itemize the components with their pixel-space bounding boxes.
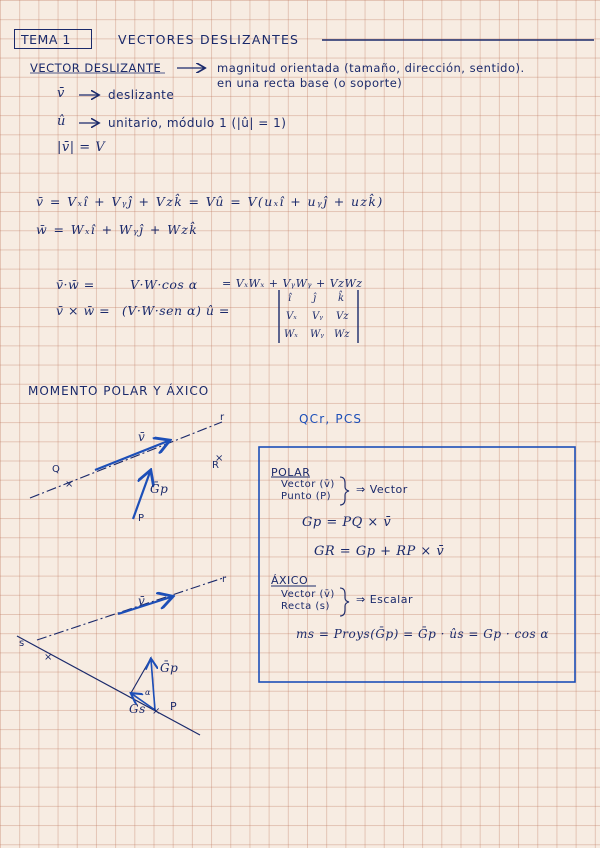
dot-product-lhs: v̄·w̄ = [56,277,95,292]
fig2-alpha-label: α [145,688,151,697]
polar-brace [340,477,349,505]
cross-product-mid: (V·W·sen α) û = [122,303,230,318]
cross-product-lhs: v̄ × w̄ = [56,303,111,318]
axico-recta: Recta (s) [281,601,330,612]
u-symbol: û [57,114,66,129]
fig1-p-label: P [138,513,145,524]
axico-equation: ms = Proys(Ḡp) = Ḡp · ûs = Gp · cos α [296,627,550,641]
fig2-line-s [17,636,200,735]
fig1-line-r [30,422,222,498]
axico-title: ÁXICO [271,574,309,587]
dot-product-mid: V·W·cos α [130,277,198,292]
fig1-q-mark: × [65,479,74,490]
det-cell: Wᵧ [310,329,325,340]
polar-punto: Punto (P) [281,491,332,502]
fig2-vector-gp [151,660,155,710]
fig1-v-label: v̄ [138,430,146,444]
fig1-r-mark: × [215,453,224,464]
definition-line-2: en una recta base (o soporte) [217,76,403,90]
definition-line-1: magnitud orientada (tamaño, dirección, sentido). [217,61,525,75]
det-cell: Vz [336,311,349,322]
det-cell: ĵ [313,293,317,304]
dot-product-rhs: = VₓWₓ + VᵧWᵧ + VzWz [222,277,363,290]
polar-vector: Vector (v̄) [281,479,335,490]
modulus-equation: |v̄| = V [57,140,106,155]
fig1-vector-gp [133,472,150,519]
term-vector-deslizante: VECTOR DESLIZANTE [30,61,162,75]
axico-vector: Vector (v̄) [281,589,335,600]
det-cell: Wₓ [284,329,298,340]
fig2-line-r [37,577,226,640]
fig1-r-label: r [220,412,225,423]
fig1-gp-label: Ḡp [150,482,169,496]
fig2-gs-label: Gs [129,702,146,716]
fig1-vector-v [95,441,168,470]
u-description: unitario, módulo 1 (|û| = 1) [108,116,287,130]
polar-equation-1: Gp = PQ × v̄ [302,515,392,530]
v-description: deslizante [108,88,175,102]
fig2-p-label: P [170,700,178,713]
fig2-r-label: r [222,574,227,585]
fig1-q-label: Q [52,464,61,475]
fig2-s-label: s [19,638,25,649]
page-title: VECTORES DESLIZANTES [118,32,300,47]
polar-title: POLAR [271,466,311,479]
fig2-s-mark: × [44,652,53,663]
det-cell: Vₓ [286,311,297,322]
axico-brace [340,588,349,616]
polar-equation-2: GR = Gp + RP × v̄ [314,544,445,559]
fig1-rpoint-label: R [212,460,220,471]
w-components-equation: w̄ = Wₓî + Wᵧĵ + Wzk̂ [36,222,199,237]
polar-result: ⇒ Vector [356,483,408,496]
section-heading: MOMENTO POLAR Y ÁXICO [28,384,210,398]
det-cell: Wz [334,329,350,340]
fig2-p-mark: × [152,706,161,717]
notation-note: QCr, PCS [299,412,363,426]
v-components-equation: v̄ = Vₓî + Vᵧĵ + Vzk̂ = Vû = V(uₓî + uᵧĵ + uzk̂) [36,194,384,209]
det-cell: k̂ [338,293,345,304]
det-cell: Vᵧ [312,311,323,322]
fig2-gp-label: Ḡp [160,661,179,675]
v-symbol: v̄ [57,86,65,101]
topic-label: TEMA 1 [21,32,71,47]
det-cell: î [288,293,292,304]
axico-result: ⇒ Escalar [356,593,414,606]
fig2-v-label: v̄ [138,594,146,608]
